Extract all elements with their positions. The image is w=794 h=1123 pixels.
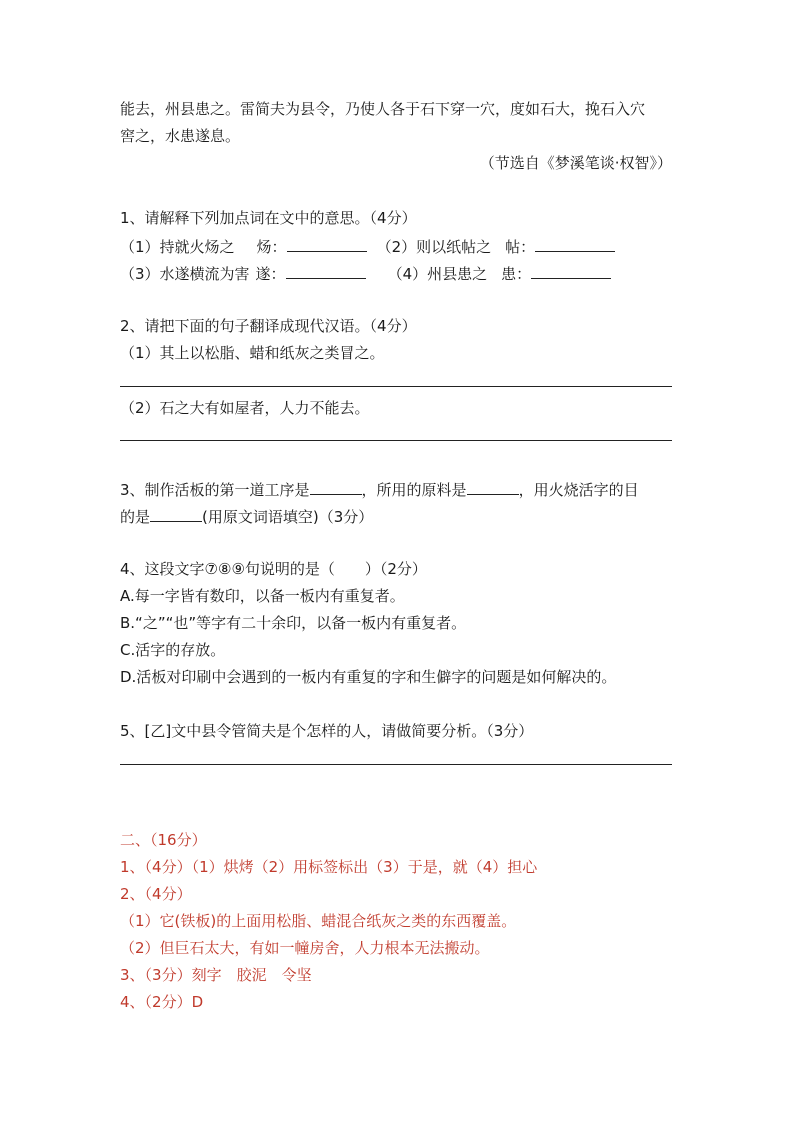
q3-part-4: 的是: [120, 508, 151, 526]
q3-blank-1[interactable]: [310, 478, 362, 495]
q3-line-2: [120, 505, 373, 527]
q2-answer-line-1[interactable]: [120, 386, 672, 387]
q1-blank-1[interactable]: [287, 235, 367, 252]
q4-option-c: C.活字的存放。: [120, 641, 226, 659]
q3-part-1: 3、制作活板的第一道工序是: [120, 481, 310, 499]
q3-part-2: ，所用的原料是: [361, 481, 467, 499]
q2-answer-line-2[interactable]: [120, 440, 672, 441]
answers-heading: 二、（16分）: [120, 831, 207, 849]
q4-option-b: B.“之”“也”等字有二十余印，以备一板内有重复者。: [120, 614, 467, 632]
q1-item-3: （3）水遂横流为害: [120, 265, 250, 283]
q1-row-2: [120, 262, 611, 284]
q3-part-5: (用原文词语填空)（3分）: [202, 508, 374, 526]
q3-blank-2[interactable]: [467, 478, 519, 495]
q1-blank-2[interactable]: [535, 235, 615, 252]
passage-source: （节选自《梦溪笔谈·权智》）: [479, 154, 672, 172]
q2-sentence-2: （2）石之大有如屋者，人力不能去。: [120, 399, 370, 417]
q1-blank-4[interactable]: [531, 262, 611, 279]
q2-title: 2、请把下面的句子翻译成现代汉语。（4分）: [120, 317, 417, 335]
q5-answer-line[interactable]: [120, 764, 672, 765]
q1-blank-3[interactable]: [286, 262, 366, 279]
q1-row-1: [120, 235, 615, 257]
q3-blank-3[interactable]: [150, 505, 202, 522]
q1-item-4: （4）州县患之: [387, 265, 488, 283]
q1-item-3-word: 遂：: [255, 265, 286, 283]
answer-3: 3、（3分）刻字 胶泥 令坚: [120, 966, 312, 984]
passage-line-2: 窖之，水患遂息。: [120, 127, 241, 145]
q1-item-4-word: 患：: [501, 265, 532, 283]
answer-1: 1、（4分）（1）烘烤（2）用标签标出（3）于是，就（4）担心: [120, 858, 538, 876]
q4-option-a: A.每一字皆有数印，以备一板内有重复者。: [120, 587, 405, 605]
q4-title: 4、这段文字⑦⑧⑨句说明的是（ ）（2分）: [120, 560, 427, 578]
q3-part-3: ，用火烧活字的目: [518, 481, 639, 499]
q1-item-1-word: 炀：: [256, 238, 287, 256]
passage-line-1: 能去，州县患之。雷简夫为县令，乃使人各于石下穿一穴，度如石大，挽石入穴: [120, 100, 646, 118]
q1-title: 1、请解释下列加点词在文中的意思。（4分）: [120, 209, 417, 227]
answer-2: 2、（4分）: [120, 885, 192, 903]
q1-item-2: （2）则以纸帖之: [376, 238, 492, 256]
q5-title: 5、[乙]文中县令管简夫是个怎样的人，请做简要分析。（3分）: [120, 722, 534, 740]
answer-4: 4、（2分）D: [120, 993, 204, 1011]
q1-item-2-word: 帖：: [505, 238, 536, 256]
answer-2-sentence-1: （1）它(铁板)的上面用松脂、蜡混合纸灰之类的东西覆盖。: [120, 912, 517, 930]
q3-line-1: [120, 478, 639, 500]
q2-sentence-1: （1）其上以松脂、蜡和纸灰之类冒之。: [120, 344, 385, 362]
answer-2-sentence-2: （2）但巨石太大，有如一幢房舍，人力根本无法搬动。: [120, 939, 490, 957]
q4-option-d: D.活板对印刷中会遇到的一板内有重复的字和生僻字的问题是如何解决的。: [120, 668, 617, 686]
q1-item-1: （1）持就火炀之: [120, 238, 235, 256]
